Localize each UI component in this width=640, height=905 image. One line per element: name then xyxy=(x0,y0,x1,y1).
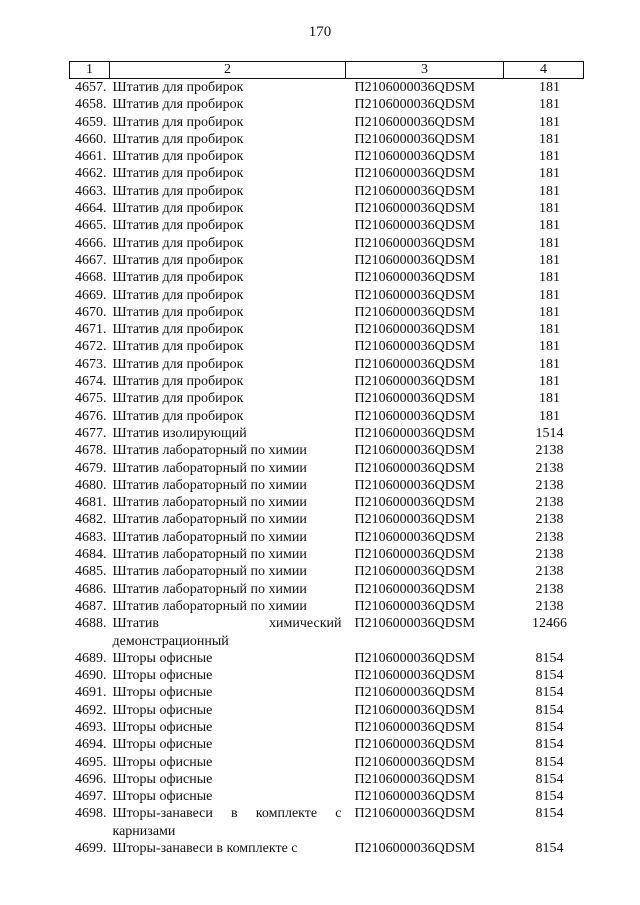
item-code: П2106000036QDSM xyxy=(354,235,476,251)
item-name: Шторы офисные xyxy=(112,789,213,805)
item-quantity: 2138 xyxy=(535,564,564,580)
item-quantity: 181 xyxy=(539,97,560,113)
item-name: Штатив для пробирок xyxy=(112,183,244,199)
page-number: 170 xyxy=(308,24,332,40)
table-row xyxy=(70,788,584,805)
item-quantity: 181 xyxy=(539,408,560,424)
item-quantity: 181 xyxy=(539,304,560,320)
item-code: П2106000036QDSM xyxy=(354,460,476,476)
item-name: Шторы офисные xyxy=(112,754,213,770)
registry-table xyxy=(69,61,584,857)
item-name: Штатив для пробирок xyxy=(112,218,244,234)
item-code: П2106000036QDSM xyxy=(354,789,476,805)
row-number: 4657. xyxy=(75,80,107,95)
item-name: Шторы-занавеси в комплекте с xyxy=(112,841,298,857)
item-quantity: 181 xyxy=(539,80,560,95)
item-code: П2106000036QDSM xyxy=(354,685,476,701)
item-quantity: 2138 xyxy=(535,547,564,563)
item-code: П2106000036QDSM xyxy=(354,477,476,493)
item-quantity: 8154 xyxy=(535,650,564,666)
row-number: 4683. xyxy=(75,529,107,545)
row-number: 4658. xyxy=(75,97,107,113)
table-row xyxy=(70,460,584,477)
row-number: 4679. xyxy=(75,460,107,476)
item-quantity: 181 xyxy=(539,391,560,407)
item-quantity: 8154 xyxy=(535,771,564,787)
item-name: Штатив лабораторный по химии xyxy=(112,460,307,476)
item-name: Штатив изолирующий xyxy=(112,425,247,441)
item-code: П2106000036QDSM xyxy=(354,322,476,338)
item-name: Штатив для пробирок xyxy=(112,166,244,182)
row-number: 4666. xyxy=(75,235,107,251)
item-quantity: 8154 xyxy=(535,754,564,770)
item-name: Штатив для пробирок xyxy=(112,408,244,424)
row-number: 4671. xyxy=(75,322,107,338)
table-row xyxy=(70,96,584,113)
item-name: Штатив химический демонстрационный xyxy=(112,616,342,649)
item-quantity: 8154 xyxy=(535,685,564,701)
item-name: Шторы офисные xyxy=(112,719,213,735)
table-row xyxy=(70,287,584,304)
item-code: П2106000036QDSM xyxy=(354,425,476,441)
row-number: 4664. xyxy=(75,201,107,217)
item-code: П2106000036QDSM xyxy=(354,616,476,632)
item-name: Штатив для пробирок xyxy=(112,391,244,407)
row-number: 4696. xyxy=(75,771,107,787)
column-header-quantity: 4 xyxy=(504,62,584,79)
item-name: Штатив для пробирок xyxy=(112,287,244,303)
item-name: Штатив лабораторный по химии xyxy=(112,512,307,528)
row-number: 4662. xyxy=(75,166,107,182)
table-row xyxy=(70,183,584,200)
item-quantity: 181 xyxy=(539,356,560,372)
item-code: П2106000036QDSM xyxy=(354,114,476,130)
table-header-row xyxy=(70,62,584,79)
item-code: П2106000036QDSM xyxy=(354,287,476,303)
item-name: Штатив для пробирок xyxy=(112,201,244,217)
item-code: П2106000036QDSM xyxy=(354,374,476,390)
table-row xyxy=(70,546,584,563)
item-quantity: 8154 xyxy=(535,789,564,805)
item-name: Штатив для пробирок xyxy=(112,114,244,130)
row-number: 4691. xyxy=(75,685,107,701)
item-quantity: 12466 xyxy=(532,616,567,632)
column-header-name: 2 xyxy=(110,62,346,79)
table-row xyxy=(70,252,584,269)
table-row xyxy=(70,338,584,355)
item-code: П2106000036QDSM xyxy=(354,252,476,268)
item-code: П2106000036QDSM xyxy=(354,80,476,95)
row-number: 4682. xyxy=(75,512,107,528)
item-quantity: 2138 xyxy=(535,460,564,476)
item-code: П2106000036QDSM xyxy=(354,183,476,199)
item-code: П2106000036QDSM xyxy=(354,529,476,545)
item-code: П2106000036QDSM xyxy=(354,668,476,684)
table-row xyxy=(70,304,584,321)
item-name: Штатив для пробирок xyxy=(112,252,244,268)
item-name: Штатив для пробирок xyxy=(112,270,244,286)
item-name: Штатив лабораторный по химии xyxy=(112,547,307,563)
row-number: 4668. xyxy=(75,270,107,286)
item-quantity: 2138 xyxy=(535,581,564,597)
table-row xyxy=(70,581,584,598)
item-quantity: 2138 xyxy=(535,598,564,614)
table-row xyxy=(70,235,584,252)
table-body xyxy=(70,79,584,858)
item-quantity: 181 xyxy=(539,374,560,390)
row-number: 4659. xyxy=(75,114,107,130)
table-row xyxy=(70,563,584,580)
table-row xyxy=(70,529,584,546)
table-row xyxy=(70,736,584,753)
item-code: П2106000036QDSM xyxy=(354,408,476,424)
row-number: 4693. xyxy=(75,719,107,735)
item-quantity: 8154 xyxy=(535,841,564,857)
table-row xyxy=(70,425,584,442)
item-quantity: 8154 xyxy=(535,668,564,684)
table-row xyxy=(70,684,584,701)
item-code: П2106000036QDSM xyxy=(354,270,476,286)
item-name: Штатив лабораторный по химии xyxy=(112,529,307,545)
item-quantity: 2138 xyxy=(535,477,564,493)
item-name: Штатив для пробирок xyxy=(112,131,244,147)
item-name: Штатив лабораторный по химии xyxy=(112,598,307,614)
item-code: П2106000036QDSM xyxy=(354,702,476,718)
item-name: Штатив лабораторный по химии xyxy=(112,495,307,511)
item-name: Штатив лабораторный по химии xyxy=(112,581,307,597)
table-row xyxy=(70,200,584,217)
item-quantity: 8154 xyxy=(535,719,564,735)
item-name: Штатив для пробирок xyxy=(112,356,244,372)
item-name: Штатив для пробирок xyxy=(112,339,244,355)
item-name: Штатив лабораторный по химии xyxy=(112,443,307,459)
item-name: Штатив для пробирок xyxy=(112,374,244,390)
row-number: 4676. xyxy=(75,408,107,424)
table-row xyxy=(70,321,584,338)
row-number: 4670. xyxy=(75,304,107,320)
item-name: Шторы офисные xyxy=(112,737,213,753)
table-row xyxy=(70,494,584,511)
item-name: Штатив для пробирок xyxy=(112,235,244,251)
item-code: П2106000036QDSM xyxy=(354,719,476,735)
item-code: П2106000036QDSM xyxy=(354,650,476,666)
row-number: 4686. xyxy=(75,581,107,597)
row-number: 4692. xyxy=(75,702,107,718)
item-quantity: 181 xyxy=(539,114,560,130)
item-code: П2106000036QDSM xyxy=(354,547,476,563)
row-number: 4673. xyxy=(75,356,107,372)
item-code: П2106000036QDSM xyxy=(354,356,476,372)
row-number: 4684. xyxy=(75,547,107,563)
table-row xyxy=(70,754,584,771)
item-quantity: 8154 xyxy=(535,806,564,822)
item-code: П2106000036QDSM xyxy=(354,201,476,217)
item-quantity: 181 xyxy=(539,201,560,217)
item-code: П2106000036QDSM xyxy=(354,131,476,147)
item-code: П2106000036QDSM xyxy=(354,166,476,182)
item-quantity: 181 xyxy=(539,183,560,199)
table-row xyxy=(70,165,584,182)
item-name: Штатив лабораторный по химии xyxy=(112,564,307,580)
item-code: П2106000036QDSM xyxy=(354,771,476,787)
row-number: 4690. xyxy=(75,668,107,684)
item-code: П2106000036QDSM xyxy=(354,754,476,770)
item-quantity: 2138 xyxy=(535,443,564,459)
row-number: 4699. xyxy=(75,841,107,857)
column-header-number: 1 xyxy=(70,62,110,79)
item-name: Штатив для пробирок xyxy=(112,149,244,165)
row-number: 4680. xyxy=(75,477,107,493)
row-number: 4698. xyxy=(75,806,107,822)
row-number: 4667. xyxy=(75,252,107,268)
item-code: П2106000036QDSM xyxy=(354,391,476,407)
row-number: 4695. xyxy=(75,754,107,770)
table-row xyxy=(70,408,584,425)
item-name: Шторы офисные xyxy=(112,685,213,701)
item-quantity: 181 xyxy=(539,322,560,338)
item-quantity: 181 xyxy=(539,149,560,165)
item-code: П2106000036QDSM xyxy=(354,218,476,234)
item-quantity: 181 xyxy=(539,218,560,234)
item-name: Штатив для пробирок xyxy=(112,322,244,338)
item-quantity: 181 xyxy=(539,287,560,303)
item-code: П2106000036QDSM xyxy=(354,598,476,614)
item-quantity: 1514 xyxy=(535,425,564,441)
item-code: П2106000036QDSM xyxy=(354,512,476,528)
column-header-code: 3 xyxy=(346,62,504,79)
item-name: Штатив лабораторный по химии xyxy=(112,477,307,493)
item-name: Шторы офисные xyxy=(112,771,213,787)
item-name: Шторы-занавеси в комплекте с карнизами xyxy=(112,806,342,839)
item-quantity: 181 xyxy=(539,252,560,268)
table-row xyxy=(70,356,584,373)
item-code: П2106000036QDSM xyxy=(354,841,476,857)
row-number: 4674. xyxy=(75,374,107,390)
row-number: 4675. xyxy=(75,391,107,407)
table-row xyxy=(70,511,584,528)
row-number: 4687. xyxy=(75,598,107,614)
item-code: П2106000036QDSM xyxy=(354,806,476,822)
row-number: 4697. xyxy=(75,789,107,805)
table-row xyxy=(70,771,584,788)
table-row xyxy=(70,217,584,234)
item-code: П2106000036QDSM xyxy=(354,737,476,753)
row-number: 4665. xyxy=(75,218,107,234)
table-row xyxy=(70,667,584,684)
item-code: П2106000036QDSM xyxy=(354,495,476,511)
table-row xyxy=(70,131,584,148)
item-quantity: 181 xyxy=(539,131,560,147)
item-code: П2106000036QDSM xyxy=(354,304,476,320)
row-number: 4663. xyxy=(75,183,107,199)
table-row xyxy=(70,702,584,719)
row-number: 4677. xyxy=(75,425,107,441)
item-code: П2106000036QDSM xyxy=(354,581,476,597)
table-row xyxy=(70,598,584,615)
item-quantity: 181 xyxy=(539,270,560,286)
row-number: 4672. xyxy=(75,339,107,355)
item-quantity: 2138 xyxy=(535,512,564,528)
item-name: Шторы офисные xyxy=(112,650,213,666)
table-row xyxy=(70,442,584,459)
table-row xyxy=(70,840,584,857)
item-code: П2106000036QDSM xyxy=(354,443,476,459)
item-name: Штатив для пробирок xyxy=(112,80,244,95)
row-number: 4685. xyxy=(75,564,107,580)
row-number: 4689. xyxy=(75,650,107,666)
table-row xyxy=(70,148,584,165)
row-number: 4669. xyxy=(75,287,107,303)
table-row xyxy=(70,269,584,286)
item-quantity: 2138 xyxy=(535,495,564,511)
item-name: Штатив для пробирок xyxy=(112,304,244,320)
item-quantity: 181 xyxy=(539,235,560,251)
table-row xyxy=(70,805,584,840)
table-row xyxy=(70,390,584,407)
item-quantity: 181 xyxy=(539,339,560,355)
item-code: П2106000036QDSM xyxy=(354,339,476,355)
row-number: 4660. xyxy=(75,131,107,147)
item-quantity: 8154 xyxy=(535,737,564,753)
item-code: П2106000036QDSM xyxy=(354,149,476,165)
row-number: 4661. xyxy=(75,149,107,165)
row-number: 4688. xyxy=(75,616,107,632)
row-number: 4678. xyxy=(75,443,107,459)
item-name: Шторы офисные xyxy=(112,702,213,718)
item-code: П2106000036QDSM xyxy=(354,564,476,580)
table-row xyxy=(70,79,584,97)
table-row xyxy=(70,373,584,390)
table-row xyxy=(70,477,584,494)
item-quantity: 181 xyxy=(539,166,560,182)
table-row xyxy=(70,114,584,131)
row-number: 4694. xyxy=(75,737,107,753)
row-number: 4681. xyxy=(75,495,107,511)
table-row xyxy=(70,719,584,736)
item-name: Штатив для пробирок xyxy=(112,97,244,113)
table-row xyxy=(70,615,584,650)
table-row xyxy=(70,650,584,667)
item-name: Шторы офисные xyxy=(112,668,213,684)
item-code: П2106000036QDSM xyxy=(354,97,476,113)
item-quantity: 8154 xyxy=(535,702,564,718)
item-quantity: 2138 xyxy=(535,529,564,545)
